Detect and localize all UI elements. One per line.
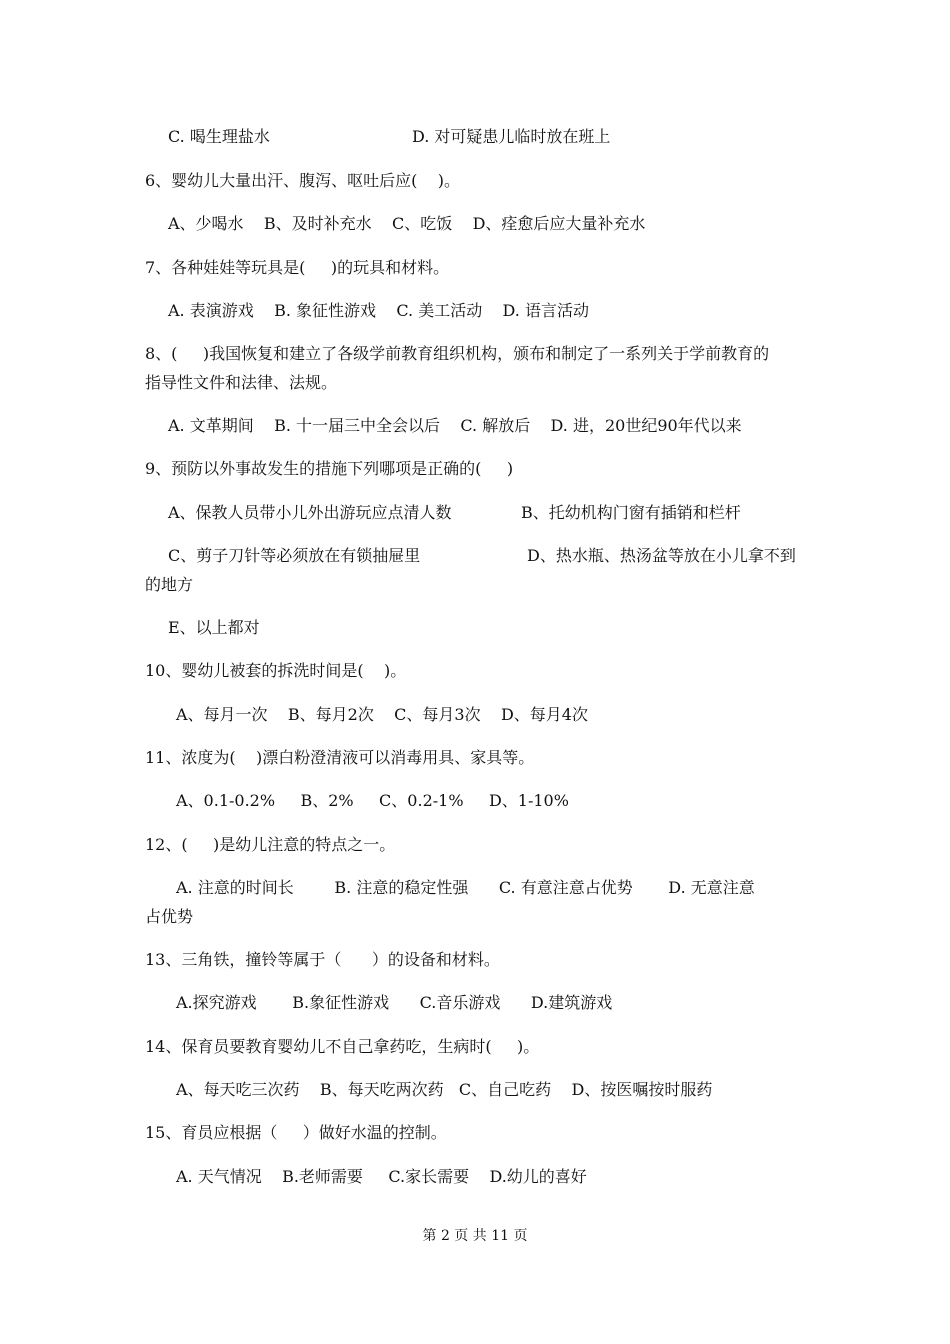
q9-question: 9、预防以外事故发生的措施下列哪项是正确的( ) bbox=[145, 459, 514, 478]
q15-question: 15、育员应根据（ ）做好水温的控制。 bbox=[145, 1123, 447, 1142]
q5-option-c: C. 喝生理盐水 bbox=[168, 127, 270, 146]
q11-options: A、0.1-0.2% B、2% C、0.2-1% D、1-10% bbox=[176, 791, 569, 810]
q9-option-a: A、保教人员带小儿外出游玩应点清人数 bbox=[168, 503, 452, 522]
q6-options: A、少喝水 B、及时补充水 C、吃饭 D、痊愈后应大量补充水 bbox=[168, 214, 646, 233]
q10-options: A、每月一次 B、每月2次 C、每月3次 D、每月4次 bbox=[176, 705, 588, 724]
page-footer: 第 2 页 共 11 页 bbox=[422, 1228, 528, 1244]
q9-option-c: C、剪子刀针等必须放在有锁抽屉里 bbox=[168, 546, 421, 565]
q13-question: 13、三角铁，撞铃等属于（ ）的设备和材料。 bbox=[145, 950, 500, 969]
q13-options: A.探究游戏 B.象征性游戏 C.音乐游戏 D.建筑游戏 bbox=[176, 993, 613, 1012]
q6-question: 6、婴幼儿大量出汗、腹泻、呕吐后应( )。 bbox=[145, 171, 461, 190]
q9-option-d-line2: 的地方 bbox=[145, 575, 194, 594]
q11-question: 11、浓度为( )漂白粉澄清液可以消毒用具、家具等。 bbox=[145, 748, 535, 767]
q7-options: A. 表演游戏 B. 象征性游戏 C. 美工活动 D. 语言活动 bbox=[168, 301, 589, 320]
q12-options-line1: A. 注意的时间长 B. 注意的稳定性强 C. 有意注意占优势 D. 无意注意 bbox=[176, 878, 755, 897]
q12-options-line2: 占优势 bbox=[145, 907, 194, 926]
q12-question: 12、( )是幼儿注意的特点之一。 bbox=[145, 835, 396, 854]
q14-question: 14、保育员要教育婴幼儿不自己拿药吃，生病时( )。 bbox=[145, 1037, 540, 1056]
q15-options: A. 天气情况 B.老师需要 C.家长需要 D.幼儿的喜好 bbox=[176, 1167, 587, 1186]
q8-options: A. 文革期间 B. 十一届三中全会以后 C. 解放后 D. 进，20世纪90年代以来 bbox=[168, 416, 742, 435]
q10-question: 10、婴幼儿被套的拆洗时间是( )。 bbox=[145, 661, 407, 680]
q7-question: 7、各种娃娃等玩具是( )的玩具和材料。 bbox=[145, 258, 450, 277]
q8-question-line1: 8、( )我国恢复和建立了各级学前教育组织机构，颁布和制定了一系列关于学前教育的 bbox=[145, 344, 770, 363]
q9-option-b: B、托幼机构门窗有插销和栏杆 bbox=[521, 503, 741, 522]
q9-option-e: E、以上都对 bbox=[168, 618, 260, 637]
q14-options: A、每天吃三次药 B、每天吃两次药 C、自己吃药 D、按医嘱按时服药 bbox=[176, 1080, 713, 1099]
q5-option-d: D. 对可疑患儿临时放在班上 bbox=[412, 127, 611, 146]
q9-option-d-line1: D、热水瓶、热汤盆等放在小儿拿不到 bbox=[527, 546, 796, 565]
q8-question-line2: 指导性文件和法律、法规。 bbox=[145, 373, 338, 392]
